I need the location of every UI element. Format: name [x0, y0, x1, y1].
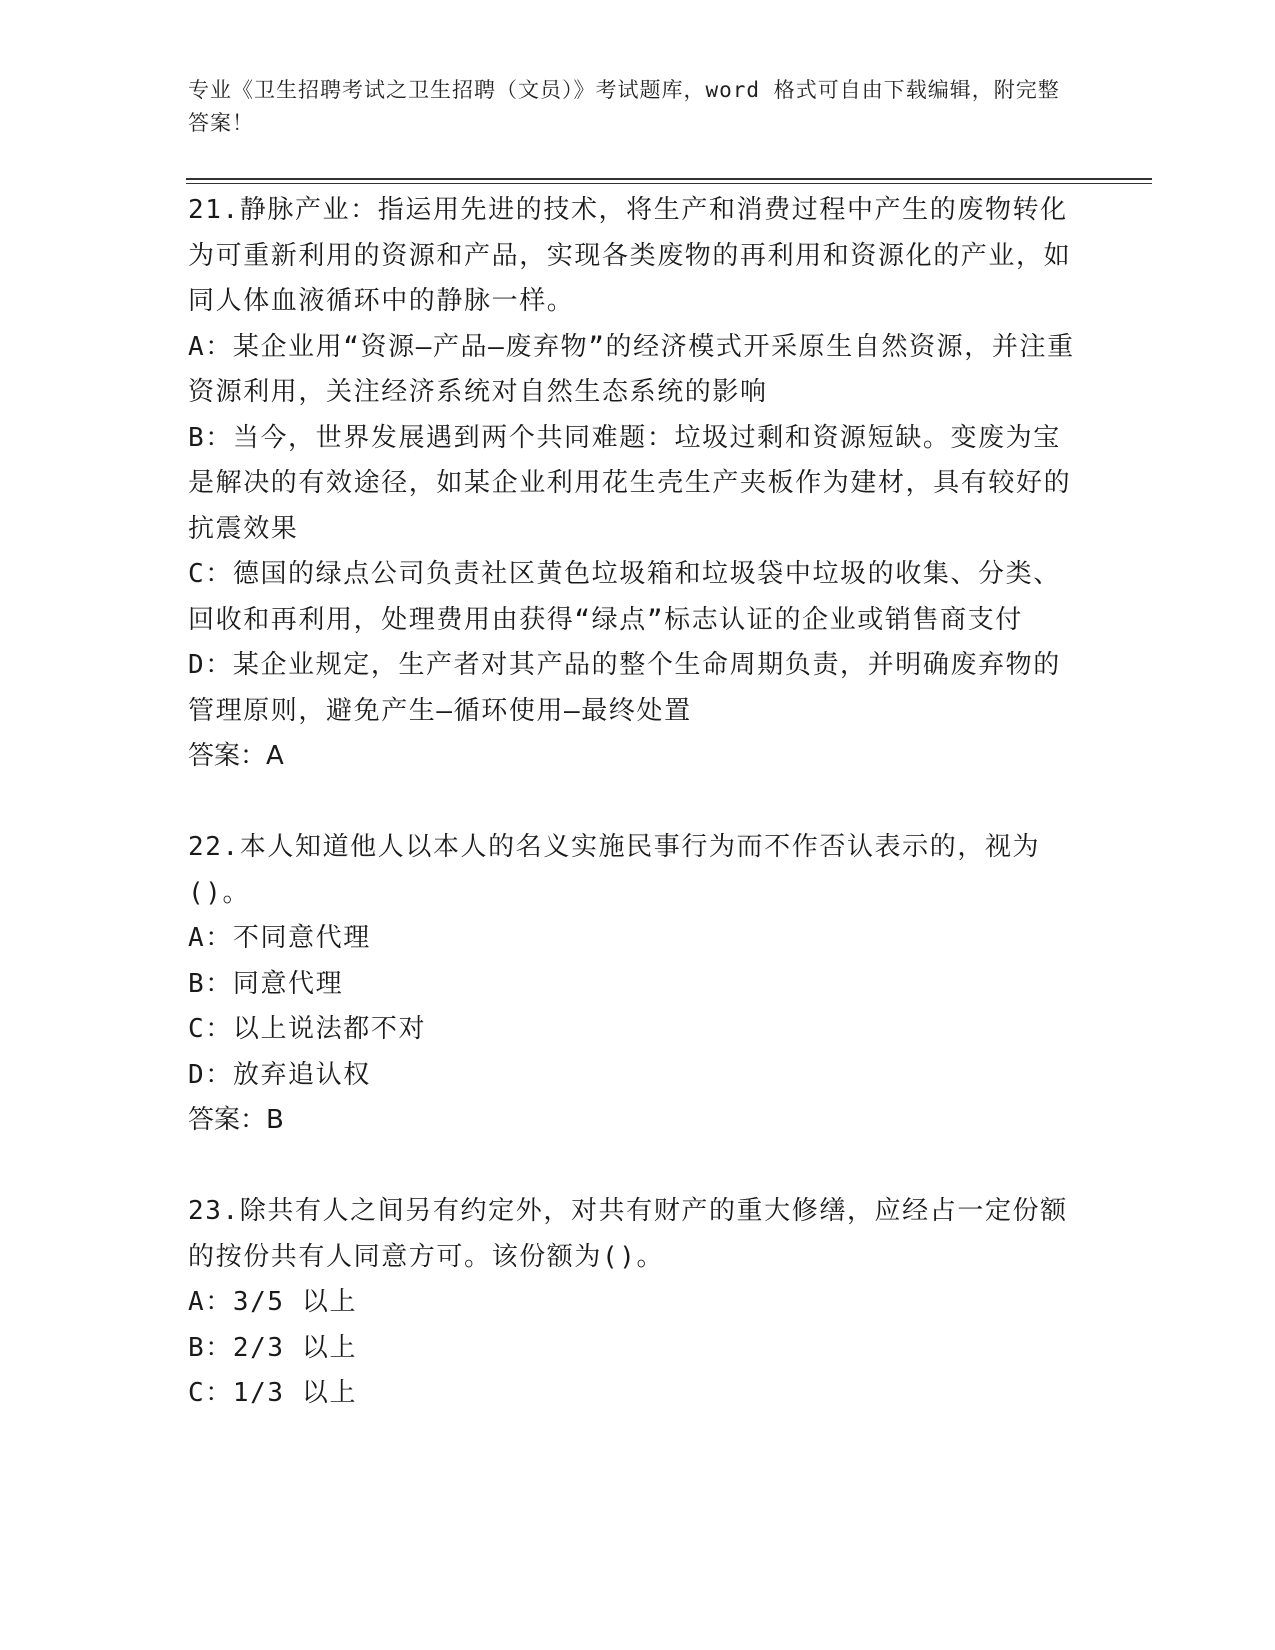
question-spacer [188, 780, 1078, 826]
question-22 [188, 825, 1078, 1144]
question-text: 21.静脉产业：指运用先进的技术，将生产和消费过程中产生的废物转化为可重新利用的资源和产品，实现各类废物的再利用和资源化的产业，如同人体血液循环中的静脉一样。 [188, 195, 1072, 316]
option-a: A：不同意代理 [188, 923, 371, 953]
answer-line: 答案：B [188, 1105, 284, 1135]
question-23 [188, 1189, 1078, 1417]
option-b: B：同意代理 [188, 968, 344, 999]
option-d: D：放弃追认权 [188, 1059, 371, 1090]
question-text: 22.本人知道他人以本人的名义实施民事行为而不作否认表示的，视为()。 [188, 832, 1041, 908]
option-a: A：3/5 以上 [188, 1287, 358, 1317]
document-header: 专业《卫生招聘考试之卫生招聘（文员）》考试题库，word 格式可自由下载编辑，附完整答案！ [188, 78, 1060, 135]
answer-line: 答案：A [188, 741, 284, 771]
header-divider-thick [186, 178, 1152, 180]
option-c: C：以上说法都不对 [188, 1014, 427, 1044]
option-d: D：某企业规定，生产者对其产品的整个生命周期负责，并明确废弃物的管理原则，避免产生—循环使用—最终处置 [188, 650, 1061, 726]
question-list [188, 188, 1078, 1417]
option-a: A：某企业用“资源—产品—废弃物”的经济模式开采原生自然资源，并注重资源利用，关注经济系统对自然生态系统的影响 [188, 331, 1075, 407]
question-text: 23.除共有人之间另有约定外，对共有财产的重大修缮，应经占一定份额的按份共有人同意方可。该份额为()。 [188, 1196, 1068, 1272]
header-divider-thin [186, 183, 1152, 184]
option-b: B：当今，世界发展遇到两个共同难题：垃圾过剩和资源短缺。变废为宝是解决的有效途径，如某企业利用花生壳生产夹板作为建材，具有较好的抗震效果 [188, 422, 1072, 544]
option-b: B：2/3 以上 [188, 1332, 358, 1363]
question-21 [188, 188, 1078, 780]
question-spacer [188, 1144, 1078, 1190]
option-c: C：德国的绿点公司负责社区黄色垃圾箱和垃圾袋中垃圾的收集、分类、回收和再利用，处理费用由获得“绿点”标志认证的企业或销售商支付 [188, 559, 1061, 635]
option-c: C：1/3 以上 [188, 1378, 358, 1408]
